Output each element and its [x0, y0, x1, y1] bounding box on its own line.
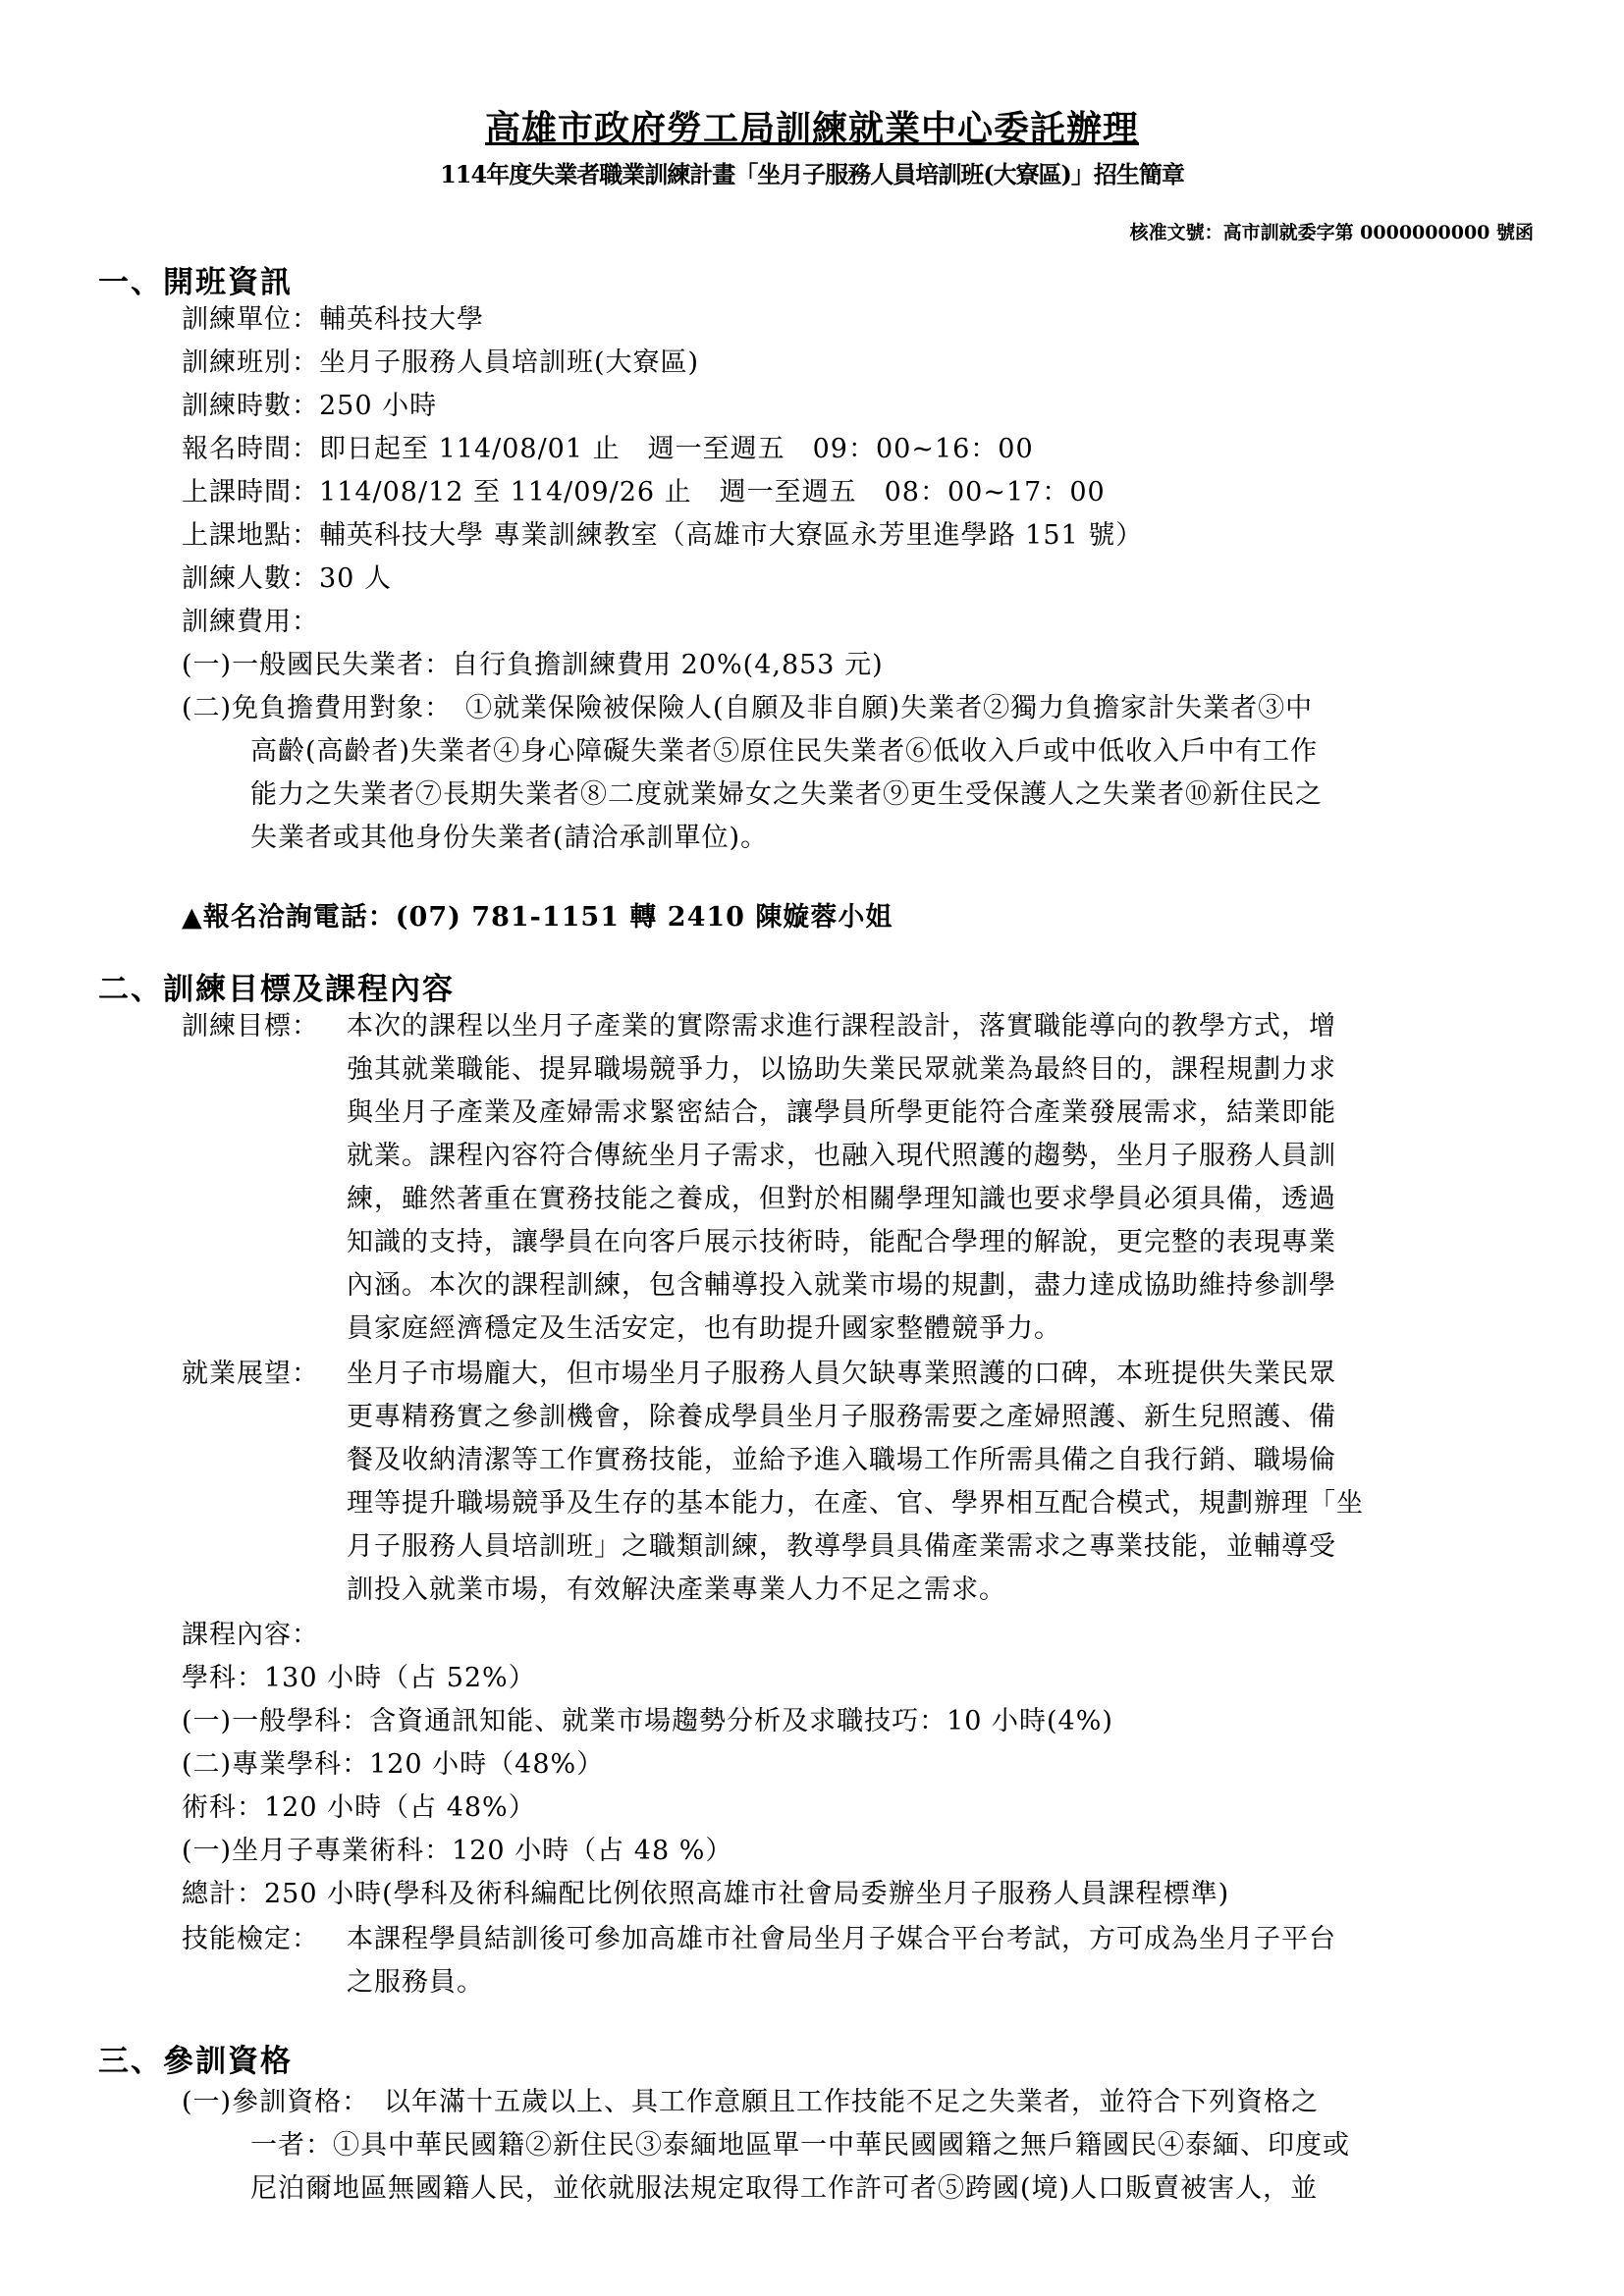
section3-heading: 三、參訓資格 [98, 2044, 293, 2079]
qualification-label: (一)參訓資格： [182, 2087, 370, 2117]
training-class: 訓練班別：坐月子服務人員培訓班(大寮區) [182, 347, 700, 378]
skill-test-label: 技能檢定： [182, 1924, 319, 1954]
fee-exempt-line: 能力之失業者⑦長期失業者⑧二度就業婦女之失業者⑨更生受保護人之失業者⑩新住民之 [250, 779, 1323, 810]
goal-line: 與坐月子產業及產婦需求緊密結合，讓學員所學更能符合產業發展需求，結業即能 [347, 1097, 1336, 1128]
skill-test-line: 本課程學員結訓後可參加高雄市社會局坐月子媒合平台考試，方可成為坐月子平台 [347, 1924, 1336, 1954]
qualification-line: 一者：①具中華民國籍②新住民③泰緬地區單一中華民國國籍之無戶籍國民④泰緬、印度或 [250, 2130, 1350, 2161]
outlook-line: 訓投入就業市場，有效解決產業專業人力不足之需求。 [347, 1575, 1006, 1605]
training-hours: 訓練時數：250 小時 [182, 391, 438, 421]
outlook-line: 月子服務人員培訓班」之職類訓練，教導學員具備產業需求之專業技能，並輔導受 [347, 1531, 1336, 1562]
goal-label: 訓練目標： [182, 1011, 319, 1041]
total-hours: 總計：250 小時(學科及術科編配比例依照高雄市社會局委辦坐月子服務人員課程標準) [182, 1879, 1230, 1909]
approval-number: 核准文號：高市訓就委字第 0000000000 號函 [1129, 222, 1534, 243]
course-content-label: 課程內容： [182, 1620, 319, 1650]
class-location: 上課地點：輔英科技大學 專業訓練教室（高雄市大寮區永芳里進學路 151 號） [182, 520, 1144, 551]
header-title-organizer: 高雄市政府勞工局訓練就業中心委託辦理 [484, 108, 1139, 149]
academic-hours: 學科：130 小時（占 52%） [182, 1663, 536, 1693]
class-size: 訓練人數：30 人 [182, 563, 392, 594]
academic-professional: (二)專業學科：120 小時（48%） [182, 1749, 605, 1780]
practical-hours: 術科：120 小時（占 48%） [182, 1792, 536, 1823]
goal-line: 本次的課程以坐月子產業的實際需求進行課程設計，落實職能導向的教學方式，增 [347, 1011, 1336, 1041]
section2-heading: 二、訓練目標及課程內容 [98, 972, 455, 1007]
qualification-line: 以年滿十五歲以上、具工作意願且工作技能不足之失業者，並符合下列資格之 [384, 2087, 1319, 2117]
contact-line [182, 895, 893, 934]
fee-exempt-line: 失業者或其他身份失業者(請洽承訓單位)。 [250, 823, 769, 853]
outlook-line: 餐及收納清潔等工作實務技能，並給予進入職場工作所需具備之自我行銷、職場倫 [347, 1445, 1336, 1475]
fee-exempt-line: ①就業保險被保險人(自願及非自願)失業者②獨力負擔家計失業者③中 [465, 693, 1314, 723]
academic-general: (一)一般學科：含資通訊知能、就業市場趨勢分析及求職技巧：10 小時(4%) [182, 1706, 1113, 1736]
practical-professional: (一)坐月子專業術科：120 小時（占 48 %） [182, 1836, 733, 1866]
contact-phone: 報名洽詢電話：(07) 781-1151 轉 2410 陳嫙蓉小姐 [202, 902, 893, 933]
outlook-line: 坐月子市場龐大，但市場坐月子服務人員欠缺專業照護的口碑，本班提供失業民眾 [347, 1359, 1336, 1389]
goal-line: 就業。課程內容符合傳統坐月子需求，也融入現代照護的趨勢，坐月子服務人員訓 [347, 1141, 1336, 1171]
goal-line: 員家庭經濟穩定及生活安定，也有助提升國家整體競爭力。 [347, 1313, 1061, 1344]
goal-line: 內涵。本次的課程訓練，包含輔導投入就業市場的規劃，盡力達成協助維持參訓學 [347, 1270, 1336, 1301]
outlook-label: 就業展望： [182, 1359, 319, 1389]
training-fee-label: 訓練費用： [182, 607, 319, 637]
outlook-line: 理等提升職場競爭及生存的基本能力，在產、官、學界相互配合模式，規劃辦理「坐 [347, 1488, 1364, 1519]
training-unit: 訓練單位：輔英科技大學 [182, 304, 484, 335]
section1-heading: 一、開班資訊 [98, 265, 293, 300]
fee-exempt-line: 高齡(高齡者)失業者④身心障礙失業者⑤原住民失業者⑥低收入戶或中低收入戶中有工作 [250, 736, 1319, 767]
skill-test-line: 之服務員。 [347, 1967, 484, 1998]
goal-line: 強其就業職能、提昇職場競爭力，以協助失業民眾就業為最終目的，課程規劃力求 [347, 1054, 1336, 1085]
fee-general: (一)一般國民失業者：自行負擔訓練費用 20%(4,853 元) [182, 650, 884, 680]
fee-exempt-label: (二)免負擔費用對象： [182, 693, 453, 723]
class-period: 上課時間：114/08/12 至 114/09/26 止 週一至週五 08：00~17：00 [182, 477, 1106, 507]
outlook-line: 更專精務實之參訓機會，除養成學員坐月子服務需要之產婦照護、新生兒照護、備 [347, 1402, 1336, 1432]
goal-line: 練，雖然著重在實務技能之養成，但對於相關學理知識也要求學員必須具備，透過 [347, 1184, 1336, 1214]
signup-period: 報名時間：即日起至 114/08/01 止 週一至週五 09：00~16：00 [182, 434, 1034, 464]
header-title-program: 114年度失業者職業訓練計畫「坐月子服務人員培訓班(大寮區)」招生簡章 [440, 160, 1184, 188]
qualification-line: 尼泊爾地區無國籍人民，並依就服法規定取得工作許可者⑤跨國(境)人口販賣被害人，並 [250, 2173, 1319, 2204]
goal-line: 知識的支持，讓學員在向客戶展示技術時，能配合學理的解說，更完整的表現專業 [347, 1227, 1336, 1257]
triangle-icon: ▲ [182, 902, 203, 933]
